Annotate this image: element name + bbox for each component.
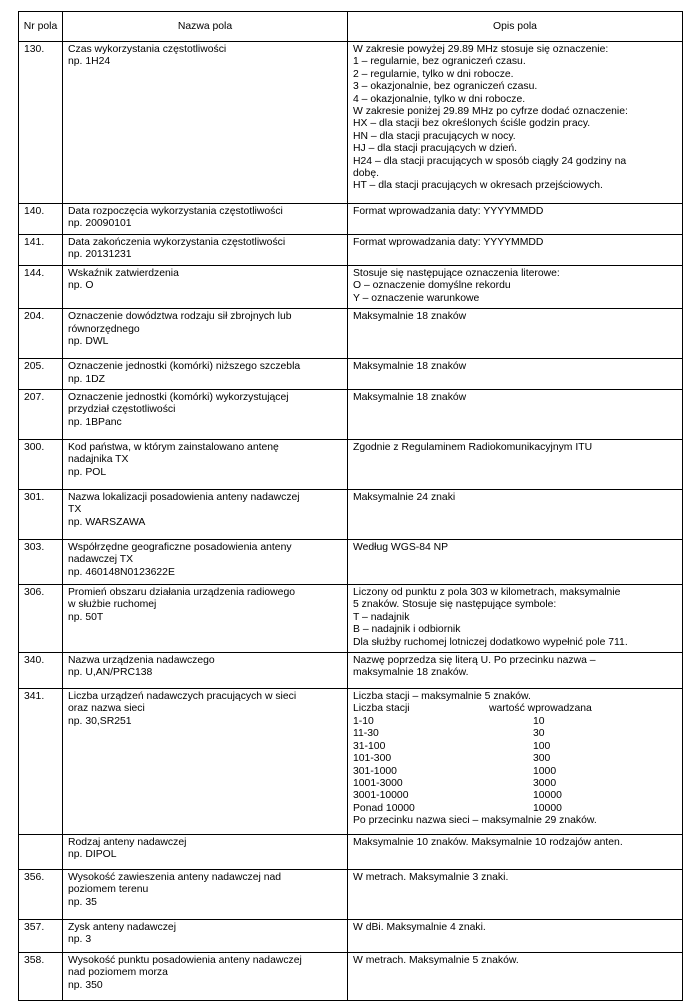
description-line: Maksymalnie 18 znaków <box>353 311 467 323</box>
header-nr: Nr pola <box>19 12 63 42</box>
field-number: 141. <box>19 235 63 266</box>
table-row <box>19 390 683 440</box>
header-name: Nazwa pola <box>63 12 348 42</box>
field-name-cell <box>63 204 348 235</box>
station-count-range: 301-1000 <box>353 765 397 777</box>
field-name-line: Kod państwa, w którym zainstalowano antenę <box>68 442 279 454</box>
field-example: np. 3 <box>68 934 92 946</box>
field-spec-table <box>18 11 683 1001</box>
description-line: O – oznaczenie domyślne rekordu <box>353 280 511 292</box>
field-number: 300. <box>19 440 63 490</box>
station-count-range: Ponad 10000 <box>353 802 415 814</box>
field-example: np. 1BPanc <box>68 416 122 428</box>
station-count-range-row <box>353 741 678 753</box>
description-line: Format wprowadzania daty: YYYYMMDD <box>353 206 544 217</box>
field-name-line: Nazwa urządzenia nadawczego <box>68 655 215 667</box>
field-name-line: nadajnika TX <box>68 454 129 466</box>
field-number: 341. <box>19 689 63 835</box>
description-line: Maksymalnie 18 znaków <box>353 392 467 404</box>
description-line: W zakresie poniżej 29.89 MHz po cyfrze dodać oznaczenie: <box>353 106 628 118</box>
entered-value: 10 <box>533 715 545 727</box>
field-description-cell <box>348 835 683 870</box>
field-example: np. 1H24 <box>68 56 111 68</box>
field-name-line: Rodzaj anteny nadawczej <box>68 837 187 849</box>
field-example: np. 460148N0123622E <box>68 566 175 578</box>
station-count-range-row <box>353 790 678 802</box>
description-line: Format wprowadzania daty: YYYYMMDD <box>353 237 544 248</box>
table-row <box>19 653 683 689</box>
station-count-table-header <box>353 703 678 715</box>
table-row <box>19 835 683 870</box>
description-line: HT – dla stacji pracujących w okresach przejściowych. <box>353 180 603 192</box>
field-description-cell <box>348 585 683 653</box>
field-description-cell <box>348 42 683 204</box>
field-name-line: Wskaźnik zatwierdzenia <box>68 268 179 279</box>
field-name-line: Nazwa lokalizacji posadowienia anteny nadawczej <box>68 492 300 504</box>
field-example: np. WARSZAWA <box>68 516 146 528</box>
table-body <box>19 42 683 1001</box>
description-line: Maksymalnie 24 znaki <box>353 492 456 504</box>
field-number: 358. <box>19 953 63 1001</box>
field-example: np. POL <box>68 466 107 478</box>
station-count-range-row <box>353 728 678 740</box>
field-number: 204. <box>19 309 63 359</box>
field-name-cell <box>63 309 348 359</box>
station-count-range: 1001-3000 <box>353 777 403 789</box>
field-name-line: Oznaczenie jednostki (komórki) niższego szczebla <box>68 361 301 373</box>
table-row <box>19 689 683 835</box>
description-line: W metrach. Maksymalnie 5 znaków. <box>353 955 519 967</box>
field-name-cell <box>63 42 348 204</box>
field-description-cell <box>348 266 683 309</box>
description-line: W zakresie powyżej 29.89 MHz stosuje się oznaczenie: <box>353 44 609 55</box>
field-name-line: Oznaczenie jednostki (komórki) wykorzystującej <box>68 392 289 404</box>
field-name-line: Promień obszaru działania urządzenia radiowego <box>68 587 295 599</box>
field-name-line: Data zakończenia wykorzystania częstotliwości <box>68 237 286 248</box>
table-row <box>19 204 683 235</box>
field-number: 306. <box>19 585 63 653</box>
description-line: Nazwę poprzedza się literą U. Po przecinku nazwa – <box>353 655 596 667</box>
field-name-cell <box>63 235 348 266</box>
field-example: np. 20090101 <box>68 218 132 230</box>
description-line: Y – oznaczenie warunkowe <box>353 292 480 304</box>
field-number: 130. <box>19 42 63 204</box>
field-number: 205. <box>19 359 63 390</box>
field-name-line: nadawczej TX <box>68 554 134 566</box>
description-line: Po przecinku nazwa sieci – maksymalnie 29 znaków. <box>353 815 597 827</box>
table-row <box>19 235 683 266</box>
description-line: 3 – okazjonalnie, bez ograniczeń czasu. <box>353 81 538 93</box>
field-example: np. 20131231 <box>68 249 132 261</box>
field-name-cell <box>63 835 348 870</box>
field-name-cell <box>63 490 348 540</box>
description-line: H24 – dla stacji pracujących w sposób ciągły 24 godziny na <box>353 155 627 167</box>
table-row <box>19 266 683 309</box>
field-description-cell <box>348 440 683 490</box>
field-name-line: równorzędnego <box>68 323 140 335</box>
station-count-header-label: Liczba stacji <box>353 703 410 715</box>
table-row <box>19 309 683 359</box>
description-line: 4 – okazjonalnie, tylko w dni robocze. <box>353 93 526 105</box>
field-example: np. 1DZ <box>68 373 105 385</box>
field-example: np. DIPOL <box>68 849 117 861</box>
field-name-line: Wysokość zawieszenia anteny nadawczej nad <box>68 872 282 884</box>
field-description-cell <box>348 920 683 953</box>
description-line: Liczba stacji – maksymalnie 5 znaków. <box>353 691 531 703</box>
field-name-cell <box>63 266 348 309</box>
field-name-cell <box>63 689 348 835</box>
field-example: np. 350 <box>68 979 103 991</box>
field-description-cell <box>348 309 683 359</box>
entered-value: 10000 <box>533 790 562 802</box>
table-row <box>19 953 683 1001</box>
description-line: Stosuje się następujące oznaczenia literowe: <box>353 268 560 279</box>
description-line: HJ – dla stacji pracujących w dzień. <box>353 143 518 155</box>
station-count-range-row <box>353 716 678 728</box>
description-line: 2 – regularnie, tylko w dni robocze. <box>353 68 514 80</box>
field-name-line: Zysk anteny nadawczej <box>68 922 177 934</box>
entered-value: 300 <box>533 753 551 765</box>
field-name-line: Data rozpoczęcia wykorzystania częstotliwości <box>68 206 283 217</box>
field-number <box>19 835 63 870</box>
station-count-range: 31-100 <box>353 740 386 752</box>
field-name-line: Czas wykorzystania częstotliwości <box>68 44 227 55</box>
table-header-row <box>19 12 683 42</box>
description-line: W dBi. Maksymalnie 4 znaki. <box>353 922 486 934</box>
description-line: W metrach. Maksymalnie 3 znaki. <box>353 872 509 884</box>
table-row <box>19 359 683 390</box>
field-example: np. O <box>68 280 94 292</box>
entered-value: 10000 <box>533 802 562 814</box>
description-line: T – nadajnik <box>353 611 410 623</box>
field-example: np. 30,SR251 <box>68 715 132 727</box>
field-description-cell <box>348 689 683 835</box>
field-description-cell <box>348 653 683 689</box>
field-name-cell <box>63 359 348 390</box>
field-number: 303. <box>19 540 63 585</box>
entered-value: 1000 <box>533 765 557 777</box>
field-description-cell <box>348 235 683 266</box>
description-line: HX – dla stacji bez określonych ściśle godzin pracy. <box>353 118 591 130</box>
table-row <box>19 920 683 953</box>
table-row <box>19 870 683 920</box>
field-name-line: w służbie ruchomej <box>68 599 157 611</box>
table-row <box>19 490 683 540</box>
description-line: HN – dla stacji pracujących w nocy. <box>353 130 516 142</box>
field-name-cell <box>63 390 348 440</box>
field-example: np. U,AN/PRC138 <box>68 667 153 679</box>
field-example: np. 50T <box>68 611 104 623</box>
field-name-line: Współrzędne geograficzne posadowienia anteny <box>68 542 292 554</box>
station-count-range-row <box>353 803 678 815</box>
station-count-range-row <box>353 778 678 790</box>
field-example: np. DWL <box>68 336 109 348</box>
station-count-range: 1-10 <box>353 715 374 727</box>
entered-value: 100 <box>533 740 551 752</box>
field-description-cell <box>348 953 683 1001</box>
entered-value: 3000 <box>533 777 557 789</box>
station-count-range-row <box>353 766 678 778</box>
description-line: 1 – regularnie, bez ograniczeń czasu. <box>353 56 526 68</box>
field-name-cell <box>63 953 348 1001</box>
field-name-line: nad poziomem morza <box>68 967 168 979</box>
field-name-cell <box>63 920 348 953</box>
field-name-line: Liczba urządzeń nadawczych pracujących w sieci <box>68 691 297 703</box>
field-name-line: Oznaczenie dowództwa rodzaju sił zbrojnych lub <box>68 311 292 323</box>
entered-value-header-label: wartość wprowadzana <box>489 703 592 715</box>
field-name-line: oraz nazwa sieci <box>68 703 145 715</box>
field-number: 301. <box>19 490 63 540</box>
entered-value: 30 <box>533 728 545 740</box>
field-number: 207. <box>19 390 63 440</box>
table-row <box>19 540 683 585</box>
field-description-cell <box>348 540 683 585</box>
station-count-range: 11-30 <box>353 728 379 740</box>
field-name-line: przydział częstotliwości <box>68 404 176 416</box>
description-line: Maksymalnie 10 znaków. Maksymalnie 10 rodzajów anten. <box>353 837 623 849</box>
field-number: 357. <box>19 920 63 953</box>
header-desc: Opis pola <box>348 12 683 42</box>
field-name-cell <box>63 653 348 689</box>
field-name-line: TX <box>68 504 82 516</box>
field-name-cell <box>63 585 348 653</box>
field-number: 144. <box>19 266 63 309</box>
field-name-line: Wysokość punktu posadowienia anteny nadawczej <box>68 955 302 967</box>
field-name-cell <box>63 870 348 920</box>
field-name-line: poziomem terenu <box>68 884 149 896</box>
description-line: dobę. <box>353 168 380 180</box>
field-name-cell <box>63 440 348 490</box>
table-row <box>19 42 683 204</box>
field-description-cell <box>348 359 683 390</box>
table-row <box>19 440 683 490</box>
station-count-range: 101-300 <box>353 753 392 765</box>
field-description-cell <box>348 870 683 920</box>
description-line: B – nadajnik i odbiornik <box>353 624 461 636</box>
description-line: Zgodnie z Regulaminem Radiokomunikacyjnym ITU <box>353 442 593 454</box>
field-number: 140. <box>19 204 63 235</box>
field-description-cell <box>348 204 683 235</box>
field-number: 356. <box>19 870 63 920</box>
field-example: np. 35 <box>68 896 97 908</box>
description-line: 5 znaków. Stosuje się następujące symbole: <box>353 599 557 611</box>
field-name-cell <box>63 540 348 585</box>
station-count-range-row <box>353 753 678 765</box>
description-line: Według WGS-84 NP <box>353 542 449 554</box>
station-count-range: 3001-10000 <box>353 790 409 802</box>
description-line: maksymalnie 18 znaków. <box>353 667 469 679</box>
field-description-cell <box>348 490 683 540</box>
description-line: Maksymalnie 18 znaków <box>353 361 467 373</box>
field-description-cell <box>348 390 683 440</box>
description-line: Dla służby ruchomej lotniczej dodatkowo wypełnić pole 711. <box>353 636 628 648</box>
table-row <box>19 585 683 653</box>
field-number: 340. <box>19 653 63 689</box>
description-line: Liczony od punktu z pola 303 w kilometrach, maksymalnie <box>353 587 621 599</box>
